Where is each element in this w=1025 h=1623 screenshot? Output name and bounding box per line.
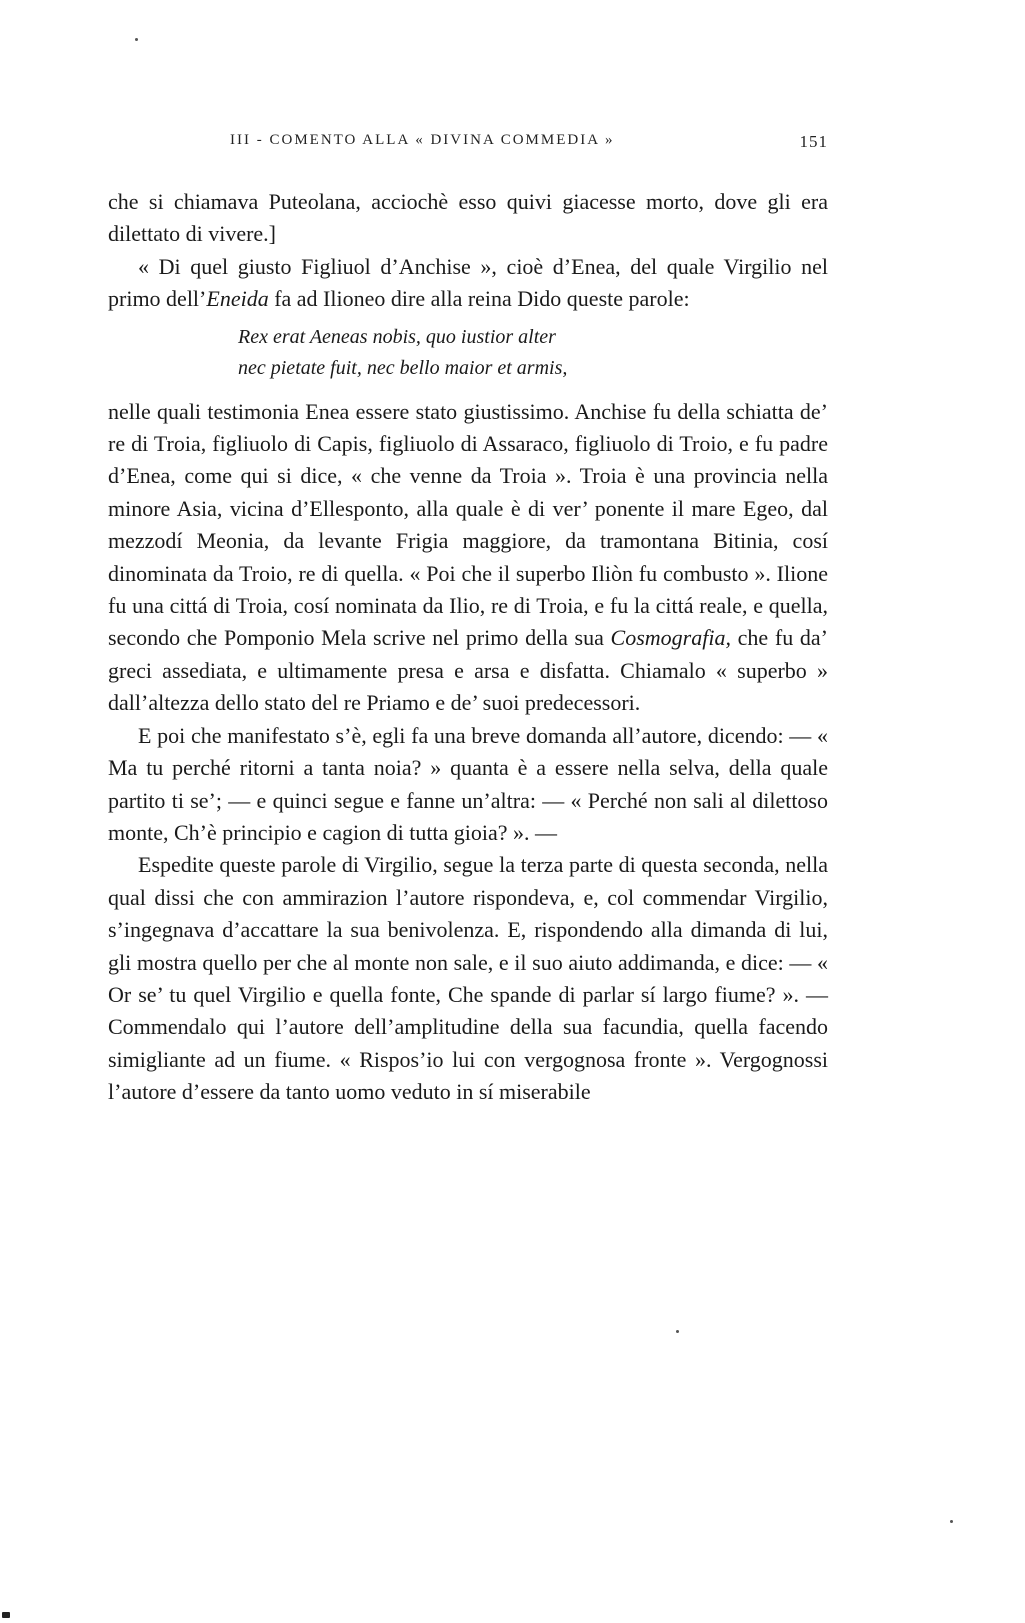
page-number: 151: [799, 132, 828, 151]
paragraph-3-text-b: che fu da’ greci assediata, e ultimamente presa e arsa e disfatta. Chiamalo « superbo » dall’altezza dello stato del re Priamo e de’ suoi predecessori.: [108, 625, 828, 716]
paragraph-5: Espedite queste parole di Virgilio, segue la terza parte di questa seconda, nella qual dissi che con ammirazion l’autore rispondeva, e, col commendar Virgilio, s’ingegnava d’accattare la sua benivolenza. E, rispondendo alla dimanda di lui, gli mostra quello per che al monte non sale, e il suo aiuto addimanda, e dice: — « Or se’ tu quel Virgilio e quella fonte, Che spande di parlar sí largo fiume? ». — Commendalo qui l’autore dell’amplitudine della sua facundia, quella facendo simigliante ad un fiume. « Rispos’io lui con vergognosa fronte ». Vergognossi l’autore d’essere da tanto uomo veduto in sí miserabile: [108, 852, 828, 1105]
latin-verse-quote: [238, 322, 828, 384]
scan-speck: [2, 1612, 10, 1618]
paragraph-2-text-a: « Di quel giusto Figliuol d’Anchise », cioè d’Enea, del quale Virgilio nel primo dell’: [108, 253, 828, 312]
running-header: [108, 132, 828, 156]
paragraph-2-italic-title: Eneida: [206, 286, 269, 312]
text-body: [108, 186, 828, 1109]
paragraph-4: E poi che manifestato s’è, egli fa una breve domanda all’autore, dicendo: — « Ma tu perché ritorni a tanta noia? » quanta è a essere nella selva, della quale partito ti se’; — e quinci segue e fanne un’altra: — « Perché non sali al dilettoso monte, Ch’è principio e cagion di tutta gioia? ». —: [108, 722, 828, 845]
paragraph-1: che si chiamava Puteolana, acciochè esso quivi giacesse morto, dove gli era dilettato di vivere.]: [108, 189, 828, 247]
running-header-title: III - COMENTO ALLA « DIVINA COMMEDIA »: [230, 132, 615, 148]
scan-speck: [676, 1330, 679, 1333]
paragraph-3-text-a: nelle quali testimonia Enea essere stato giustissimo. Anchise fu della schiatta de’ re di Troia, figliuolo di Capis, figliuolo di Assaraco, figliuolo di Troio, e fu padre d’Enea, come qui si dice, « che venne da Troia ». Troia è una provincia nella minore Asia, vicina d’Ellesponto, alla quale è di ver’ ponente il mare Egeo, dal mezzodí Meonia, da levante Frigia maggiore, da tramontana Bitinia, cosí dinominata da Troio, re di quella. « Poi che il superbo Iliòn fu combusto ». Ilione fu una cittá di Troia, cosí nominata da Ilio, re di Troia, e fu la cittá reale, e quella, secondo che Pomponio Mela scrive nel primo della sua: [108, 398, 828, 651]
scan-speck: [950, 1520, 953, 1523]
paragraph-2-text-b: fa ad Ilioneo dire alla reina Dido queste parole:: [268, 286, 690, 312]
verse-line-2: nec pietate fuit, nec bello maior et armis,: [238, 356, 568, 379]
paragraph-3: [108, 396, 828, 720]
scan-speck: [135, 38, 138, 41]
paragraph-3-italic-title: Cosmografia,: [610, 625, 731, 651]
paragraph-2: [108, 251, 828, 316]
verse-line-1: Rex erat Aeneas nobis, quo iustior alter: [238, 325, 556, 348]
